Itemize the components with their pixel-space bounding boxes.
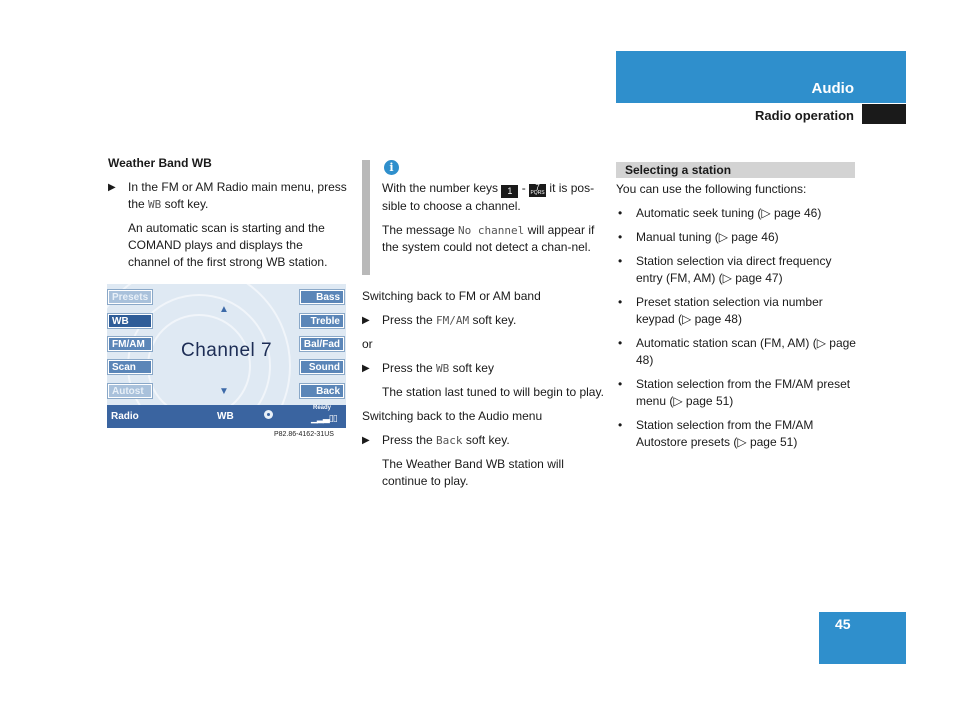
- header-subsection: [616, 104, 906, 126]
- no-channel-code: No channel: [458, 224, 525, 237]
- list-item: • Preset station selection via number keypad (▷ page 48): [616, 294, 856, 328]
- status-ready: Ready: [313, 405, 332, 411]
- section-intro: You can use the following functions:: [616, 182, 807, 196]
- or-separator: or: [362, 337, 373, 351]
- column-switching: [362, 288, 606, 490]
- switch-audio-heading: Switching back to the Audio menu: [362, 409, 543, 423]
- step-marker-icon: ▶: [362, 315, 370, 326]
- result-wb-continue: The Weather Band WB station will continue to play.: [382, 457, 564, 488]
- result-auto-scan: An automatic scan is starting and the COMAND plays and displays the channel of the first strong WB station.: [128, 221, 328, 269]
- softkey-treble: Treble: [300, 314, 344, 328]
- signal-strength-icon: ▁▂▃▯▯: [311, 413, 337, 423]
- status-band: WB: [217, 411, 234, 422]
- info-note-bar: [362, 160, 370, 275]
- info-number-keys: With the number keys 1 - 7 PQRS it is pos-sible to choose a channel.: [382, 181, 595, 213]
- list-item: • Station selection via direct frequency entry (FM, AM) (▷ page 47): [616, 253, 856, 287]
- list-item: • Station selection from the FM/AM Autostore presets (▷ page 51): [616, 417, 856, 451]
- softkey-sound: Sound: [300, 360, 344, 374]
- page-number: 45: [835, 616, 851, 632]
- softkey-back: Back: [300, 384, 344, 398]
- section-bar: [616, 162, 855, 178]
- step-marker-icon: ▶: [362, 363, 370, 374]
- softkey-autostore: Autost: [108, 384, 152, 398]
- info-note: [362, 160, 606, 275]
- result-last-station: The station last tuned to will begin to play.: [382, 385, 604, 399]
- step-back-soft-key: ▶ Press the Back soft key.: [362, 433, 510, 447]
- display-status-bar: [107, 405, 346, 428]
- softkey-bass: Bass: [300, 290, 344, 304]
- status-source: Radio: [111, 411, 139, 422]
- softkey-presets: Presets: [108, 290, 152, 304]
- arrow-up-icon: ▲: [219, 304, 229, 315]
- disc-icon: [264, 410, 273, 419]
- section-title: Selecting a station: [625, 163, 732, 177]
- column-weather-band: [108, 155, 348, 271]
- fm-am-key-label: FM/AM: [436, 314, 470, 327]
- header-section-title: Audio: [811, 80, 854, 97]
- image-caption: P82.86-4162-31US: [274, 431, 334, 438]
- column-selecting-station: [616, 181, 856, 458]
- list-item: • Automatic seek tuning (▷ page 46): [616, 205, 856, 222]
- channel-readout: Channel 7: [181, 340, 273, 361]
- step-marker-icon: ▶: [108, 182, 116, 193]
- wb-key-label: WB: [148, 198, 162, 211]
- softkey-wb: WB: [108, 314, 152, 328]
- softkey-scan: Scan: [108, 360, 152, 374]
- wb-key-label: WB: [436, 362, 450, 375]
- key-seven-icon: 7 PQRS: [530, 183, 545, 196]
- list-item: • Station selection from the FM/AM preset menu (▷ page 51): [616, 376, 856, 410]
- list-item: • Automatic station scan (FM, AM) (▷ page 48): [616, 335, 856, 369]
- step-fm-am-soft-key: ▶ Press the FM/AM soft key.: [362, 313, 517, 327]
- weather-band-heading: Weather Band WB: [108, 156, 212, 170]
- step-wb-soft-key-2: ▶ Press the WB soft key: [362, 361, 494, 375]
- list-item: • Manual tuning (▷ page 46): [616, 229, 856, 246]
- info-icon: i: [384, 160, 399, 175]
- switch-fm-am-heading: Switching back to FM or AM band: [362, 289, 541, 303]
- back-key-label: Back: [436, 434, 463, 447]
- arrow-down-icon: ▼: [219, 386, 229, 397]
- step-marker-icon: ▶: [362, 435, 370, 446]
- header-subsection-title: Radio operation: [755, 108, 854, 123]
- function-list: [616, 205, 856, 451]
- header-marker-block: [862, 104, 906, 124]
- info-no-channel: The message No channel will appear if the system could not detect a chan-nel.: [382, 223, 595, 254]
- key-one-icon: 1: [501, 185, 518, 198]
- radio-display-image: [107, 284, 346, 428]
- softkey-bal-fad: Bal/Fad: [300, 337, 344, 351]
- header-section-tab: [616, 51, 906, 103]
- page-number-box: [819, 612, 906, 664]
- softkey-fm-am: FM/AM: [108, 337, 152, 351]
- step-wb-soft-key: ▶ In the FM or AM Radio main menu, press the WB soft key.: [108, 180, 347, 211]
